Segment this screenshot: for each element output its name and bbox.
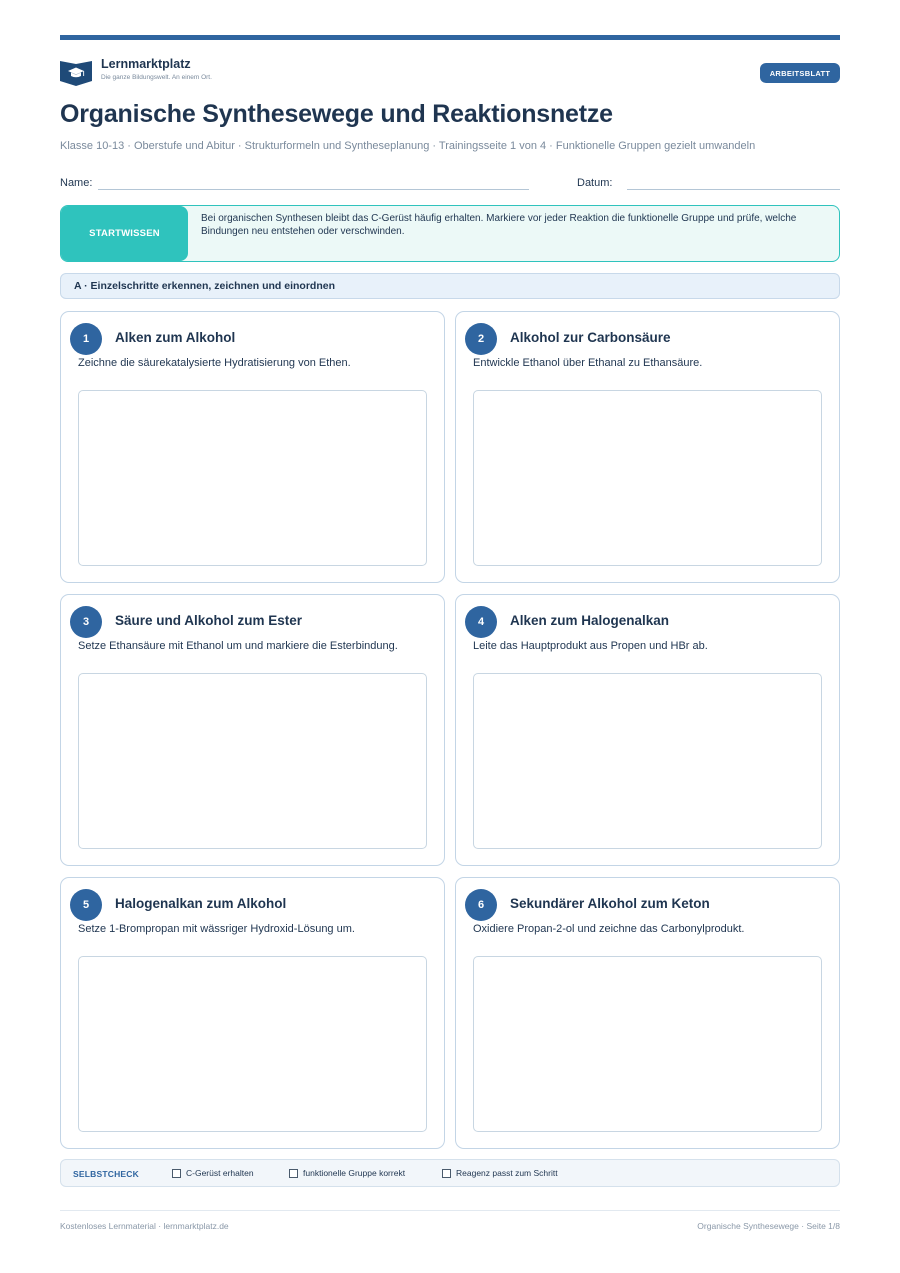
footer-divider: [60, 1210, 840, 1211]
selfcheck-label: SELBSTCHECK: [73, 1169, 139, 1179]
start-knowledge-tag: STARTWISSEN: [61, 206, 188, 261]
task-number-badge: 2: [465, 323, 497, 355]
drawing-area[interactable]: [78, 673, 427, 849]
task-title: Sekundärer Alkohol zum Keton: [510, 896, 710, 911]
task-number-badge: 3: [70, 606, 102, 638]
selfcheck-item[interactable]: [172, 1168, 254, 1178]
task-card-6: [455, 877, 840, 1149]
task-number-badge: 6: [465, 889, 497, 921]
task-instruction: Setze Ethansäure mit Ethanol um und markiere die Esterbindung.: [78, 640, 398, 652]
task-card-5: [60, 877, 445, 1149]
task-number-badge: 5: [70, 889, 102, 921]
checkbox[interactable]: [289, 1169, 298, 1178]
selfcheck-bar: [60, 1159, 840, 1187]
drawing-area[interactable]: [78, 956, 427, 1132]
brand-header: [59, 57, 212, 87]
top-accent-bar: [60, 35, 840, 40]
task-instruction: Oxidiere Propan-2-ol und zeichne das Carbonylprodukt.: [473, 923, 745, 935]
drawing-area[interactable]: [473, 956, 822, 1132]
footer-left: Kostenloses Lernmaterial · lernmarktplatz.de: [60, 1221, 229, 1231]
brand-name: Lernmarktplatz: [101, 57, 191, 71]
task-card-4: [455, 594, 840, 866]
section-a-heading: A · Einzelschritte erkennen, zeichnen und einordnen: [60, 273, 840, 299]
page-title: Organische Synthesewege und Reaktionsnetze: [60, 100, 613, 128]
start-knowledge-text: Bei organischen Synthesen bleibt das C-Gerüst häufig erhalten. Markiere vor jeder Reaktion die funktionelle Gruppe und prüfe, welche Bindungen neu entstehen oder verschwinden.: [201, 213, 797, 237]
selfcheck-item-label: Reagenz passt zum Schritt: [456, 1168, 558, 1178]
task-number-badge: 1: [70, 323, 102, 355]
date-field[interactable]: [627, 189, 840, 190]
name-label: Name:: [60, 177, 93, 189]
brand-tagline: Die ganze Bildungswelt. An einem Ort.: [101, 74, 212, 81]
drawing-area[interactable]: [78, 390, 427, 566]
task-title: Alken zum Alkohol: [115, 330, 236, 345]
task-card-3: [60, 594, 445, 866]
drawing-area[interactable]: [473, 673, 822, 849]
task-title: Alken zum Halogenalkan: [510, 613, 670, 628]
checkbox[interactable]: [172, 1169, 181, 1178]
task-title: Säure und Alkohol zum Ester: [115, 613, 303, 628]
task-instruction: Entwickle Ethanol über Ethanal zu Ethansäure.: [473, 357, 703, 369]
drawing-area[interactable]: [473, 390, 822, 566]
selfcheck-item[interactable]: [289, 1168, 405, 1178]
task-title: Halogenalkan zum Alkohol: [115, 896, 287, 911]
graduation-book-icon: [59, 57, 93, 87]
task-instruction: Zeichne die säurekatalysierte Hydratisierung von Ethen.: [78, 357, 351, 369]
selfcheck-item-label: funktionelle Gruppe korrekt: [303, 1168, 406, 1178]
page-subtitle: Klasse 10-13 · Oberstufe und Abitur · Strukturformeln und Syntheseplanung · Trainingsseite 1 von 4 · Funktionelle Gruppen gezielt umwandeln: [60, 140, 756, 152]
task-instruction: Setze 1-Brompropan mit wässriger Hydroxid-Lösung um.: [78, 923, 355, 935]
footer-right: Organische Synthesewege · Seite 1/8: [697, 1221, 840, 1231]
task-card-2: [455, 311, 840, 583]
start-knowledge-box: [60, 205, 840, 262]
selfcheck-item-label: C-Gerüst erhalten: [186, 1168, 254, 1178]
checkbox[interactable]: [442, 1169, 451, 1178]
name-field[interactable]: [98, 189, 529, 190]
selfcheck-item[interactable]: [442, 1168, 558, 1178]
task-card-1: [60, 311, 445, 583]
date-label: Datum:: [577, 177, 613, 189]
worksheet-badge: ARBEITSBLATT: [760, 63, 840, 83]
task-instruction: Leite das Hauptprodukt aus Propen und HBr ab.: [473, 640, 708, 652]
task-title: Alkohol zur Carbonsäure: [510, 330, 671, 345]
task-number-badge: 4: [465, 606, 497, 638]
